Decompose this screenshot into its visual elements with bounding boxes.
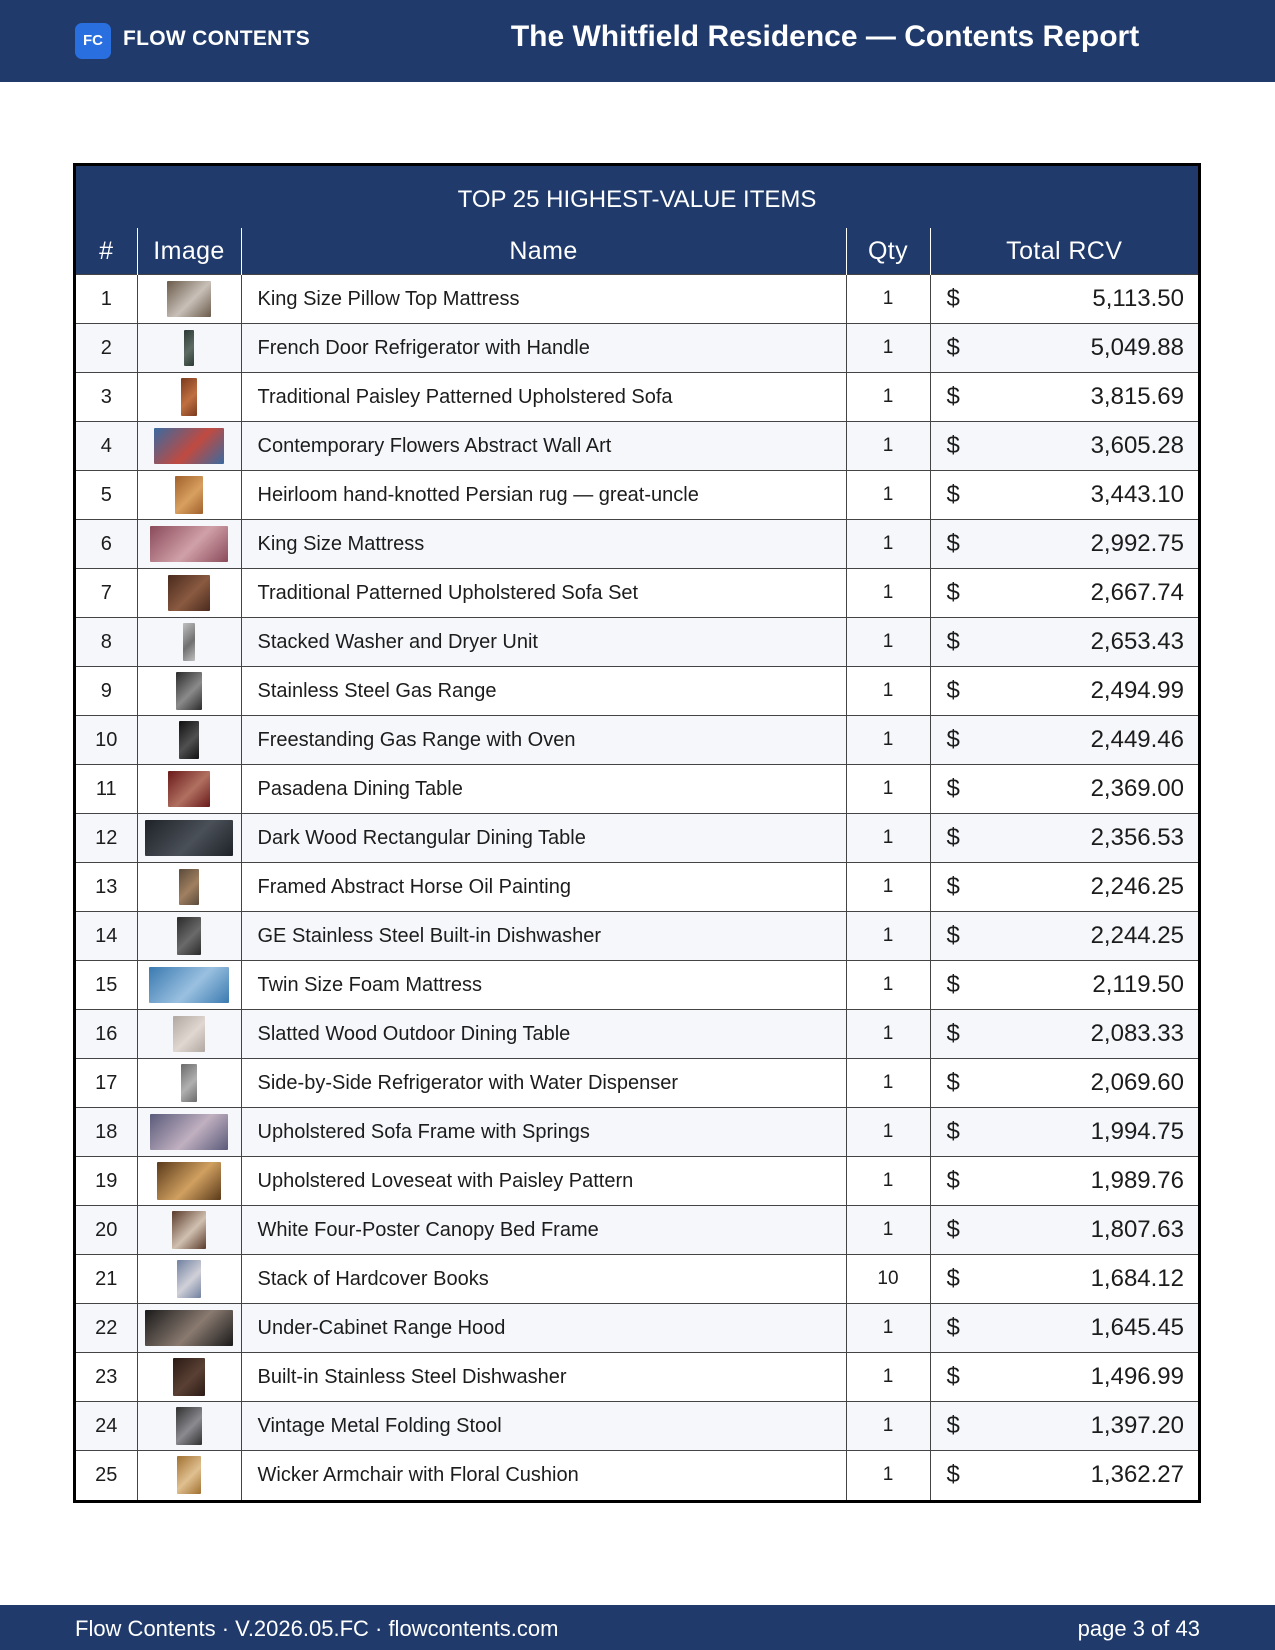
item-total-rcv-cell [930, 1255, 1198, 1304]
item-qty: 1 [846, 569, 930, 618]
item-thumbnail [150, 526, 228, 562]
currency-symbol: $ [946, 824, 960, 851]
item-qty: 1 [846, 1108, 930, 1157]
item-name: Framed Abstract Horse Oil Painting [241, 863, 846, 912]
row-number: 5 [76, 471, 137, 520]
item-thumbnail [179, 869, 199, 905]
footer-version-info: Flow Contents · V.2026.05.FC · flowcontents.com [75, 1616, 559, 1641]
item-image-cell [137, 422, 241, 471]
row-number: 19 [76, 1157, 137, 1206]
item-name: Pasadena Dining Table [241, 765, 846, 814]
column-header-name: Name [241, 228, 846, 275]
item-qty: 1 [846, 1059, 930, 1108]
item-thumbnail [179, 721, 199, 759]
item-thumbnail [167, 281, 211, 317]
currency-symbol: $ [946, 628, 960, 655]
item-qty: 10 [846, 1255, 930, 1304]
item-qty: 1 [846, 765, 930, 814]
table-row [76, 1402, 1198, 1451]
row-number: 15 [76, 961, 137, 1010]
row-number: 9 [76, 667, 137, 716]
item-name: Stainless Steel Gas Range [241, 667, 846, 716]
item-total-rcv-cell [930, 765, 1198, 814]
item-total-rcv: 2,083.33 [1090, 1020, 1184, 1047]
item-total-rcv: 5,113.50 [1092, 285, 1184, 312]
item-total-rcv: 3,443.10 [1090, 481, 1184, 508]
currency-symbol: $ [946, 1069, 960, 1096]
item-thumbnail [168, 575, 210, 611]
item-name: Dark Wood Rectangular Dining Table [241, 814, 846, 863]
item-name: Contemporary Flowers Abstract Wall Art [241, 422, 846, 471]
item-name: Wicker Armchair with Floral Cushion [241, 1451, 846, 1500]
item-qty: 1 [846, 1451, 930, 1500]
table-row [76, 961, 1198, 1010]
table-row [76, 1010, 1198, 1059]
item-name: Stacked Washer and Dryer Unit [241, 618, 846, 667]
table-row [76, 1255, 1198, 1304]
item-total-rcv-cell [930, 569, 1198, 618]
item-total-rcv: 1,684.12 [1090, 1265, 1184, 1292]
table-row [76, 275, 1198, 324]
item-total-rcv: 2,667.74 [1090, 579, 1184, 606]
item-thumbnail [168, 771, 210, 807]
row-number: 18 [76, 1108, 137, 1157]
item-thumbnail [149, 967, 229, 1003]
item-qty: 1 [846, 324, 930, 373]
item-total-rcv-cell [930, 422, 1198, 471]
table-row [76, 716, 1198, 765]
item-total-rcv-cell [930, 324, 1198, 373]
table-caption: TOP 25 HIGHEST-VALUE ITEMS [76, 166, 1198, 228]
column-header-qty: Qty [846, 228, 930, 275]
item-name: White Four-Poster Canopy Bed Frame [241, 1206, 846, 1255]
item-qty: 1 [846, 1304, 930, 1353]
item-name: Traditional Paisley Patterned Upholstered Sofa [241, 373, 846, 422]
item-qty: 1 [846, 1353, 930, 1402]
item-total-rcv: 2,369.00 [1090, 775, 1184, 802]
item-thumbnail [177, 1456, 201, 1494]
item-total-rcv-cell [930, 1108, 1198, 1157]
table-row [76, 373, 1198, 422]
item-total-rcv: 2,246.25 [1090, 873, 1184, 900]
item-thumbnail [175, 476, 203, 514]
item-total-rcv-cell [930, 1059, 1198, 1108]
item-total-rcv: 2,992.75 [1090, 530, 1184, 557]
item-image-cell [137, 814, 241, 863]
table-row [76, 618, 1198, 667]
item-total-rcv-cell [930, 1353, 1198, 1402]
table-row [76, 1353, 1198, 1402]
currency-symbol: $ [946, 1461, 960, 1489]
item-total-rcv-cell [930, 863, 1198, 912]
item-total-rcv-cell [930, 1304, 1198, 1353]
item-total-rcv-cell [930, 1010, 1198, 1059]
page-number: page 3 of 43 [1077, 1616, 1200, 1641]
currency-symbol: $ [946, 873, 960, 900]
row-number: 22 [76, 1304, 137, 1353]
item-total-rcv: 2,449.46 [1090, 726, 1184, 753]
item-total-rcv: 3,815.69 [1090, 383, 1184, 410]
item-qty: 1 [846, 275, 930, 324]
item-image-cell [137, 912, 241, 961]
item-total-rcv-cell [930, 275, 1198, 324]
item-thumbnail [181, 1064, 197, 1102]
item-name: Vintage Metal Folding Stool [241, 1402, 846, 1451]
row-number: 24 [76, 1402, 137, 1451]
item-total-rcv-cell [930, 1451, 1198, 1500]
item-total-rcv: 1,645.45 [1090, 1314, 1184, 1341]
item-image-cell [137, 1108, 241, 1157]
item-qty: 1 [846, 520, 930, 569]
row-number: 1 [76, 275, 137, 324]
currency-symbol: $ [946, 922, 960, 949]
item-total-rcv: 1,807.63 [1090, 1216, 1184, 1243]
table-caption-row [76, 166, 1198, 228]
currency-symbol: $ [946, 677, 960, 704]
item-name: Upholstered Sofa Frame with Springs [241, 1108, 846, 1157]
item-image-cell [137, 471, 241, 520]
table-row [76, 912, 1198, 961]
table-header-row [76, 228, 1198, 275]
item-total-rcv-cell [930, 667, 1198, 716]
currency-symbol: $ [946, 334, 960, 361]
item-thumbnail [183, 623, 195, 661]
item-total-rcv: 1,362.27 [1090, 1461, 1184, 1489]
table-row [76, 765, 1198, 814]
currency-symbol: $ [946, 285, 960, 312]
row-number: 11 [76, 765, 137, 814]
item-qty: 1 [846, 618, 930, 667]
item-image-cell [137, 716, 241, 765]
item-thumbnail [154, 428, 224, 464]
item-thumbnail [177, 1260, 201, 1298]
item-total-rcv-cell [930, 912, 1198, 961]
item-thumbnail [181, 378, 197, 416]
currency-symbol: $ [946, 1412, 960, 1439]
item-total-rcv: 2,653.43 [1090, 628, 1184, 655]
item-thumbnail [184, 330, 194, 366]
currency-symbol: $ [946, 1216, 960, 1243]
item-name: Heirloom hand-knotted Persian rug — great-uncle [241, 471, 846, 520]
report-title: The Whitfield Residence — Contents Report [510, 20, 1140, 53]
item-total-rcv-cell [930, 618, 1198, 667]
report-header [0, 0, 1275, 82]
item-qty: 1 [846, 1010, 930, 1059]
item-image-cell [137, 765, 241, 814]
item-total-rcv-cell [930, 814, 1198, 863]
row-number: 16 [76, 1010, 137, 1059]
table-row [76, 569, 1198, 618]
table-row [76, 1108, 1198, 1157]
table-row [76, 1304, 1198, 1353]
column-header-number: # [76, 228, 137, 275]
row-number: 25 [76, 1451, 137, 1500]
currency-symbol: $ [946, 530, 960, 557]
item-image-cell [137, 520, 241, 569]
currency-symbol: $ [946, 1265, 960, 1292]
item-name: Freestanding Gas Range with Oven [241, 716, 846, 765]
currency-symbol: $ [946, 775, 960, 802]
column-header-total-rcv: Total RCV [930, 228, 1198, 275]
currency-symbol: $ [946, 726, 960, 753]
currency-symbol: $ [946, 1167, 960, 1194]
item-image-cell [137, 1059, 241, 1108]
item-total-rcv-cell [930, 716, 1198, 765]
item-image-cell [137, 1353, 241, 1402]
item-thumbnail [150, 1114, 228, 1150]
item-total-rcv-cell [930, 1402, 1198, 1451]
item-qty: 1 [846, 1157, 930, 1206]
currency-symbol: $ [946, 1363, 960, 1390]
currency-symbol: $ [946, 1020, 960, 1047]
item-image-cell [137, 275, 241, 324]
item-total-rcv-cell [930, 961, 1198, 1010]
item-image-cell [137, 863, 241, 912]
item-qty: 1 [846, 471, 930, 520]
table-row [76, 471, 1198, 520]
item-total-rcv: 3,605.28 [1090, 432, 1184, 459]
item-name: Under-Cabinet Range Hood [241, 1304, 846, 1353]
item-total-rcv-cell [930, 1206, 1198, 1255]
row-number: 8 [76, 618, 137, 667]
item-name: Side-by-Side Refrigerator with Water Dispenser [241, 1059, 846, 1108]
item-thumbnail [173, 1016, 205, 1052]
row-number: 6 [76, 520, 137, 569]
item-total-rcv: 1,496.99 [1090, 1363, 1184, 1390]
currency-symbol: $ [946, 1118, 960, 1145]
item-name: Stack of Hardcover Books [241, 1255, 846, 1304]
row-number: 4 [76, 422, 137, 471]
item-image-cell [137, 1206, 241, 1255]
row-number: 12 [76, 814, 137, 863]
row-number: 13 [76, 863, 137, 912]
row-number: 23 [76, 1353, 137, 1402]
item-total-rcv: 2,119.50 [1092, 971, 1184, 998]
currency-symbol: $ [946, 481, 960, 508]
item-qty: 1 [846, 961, 930, 1010]
item-total-rcv: 1,397.20 [1090, 1412, 1184, 1439]
item-image-cell [137, 618, 241, 667]
table-row [76, 863, 1198, 912]
row-number: 14 [76, 912, 137, 961]
item-thumbnail [157, 1162, 221, 1200]
currency-symbol: $ [946, 383, 960, 410]
flow-contents-logo: FC [75, 23, 111, 59]
table-row [76, 324, 1198, 373]
item-image-cell [137, 324, 241, 373]
row-number: 2 [76, 324, 137, 373]
item-thumbnail [176, 1407, 202, 1445]
item-total-rcv: 1,989.76 [1090, 1167, 1184, 1194]
currency-symbol: $ [946, 579, 960, 606]
item-total-rcv-cell [930, 520, 1198, 569]
item-name: Built-in Stainless Steel Dishwasher [241, 1353, 846, 1402]
item-image-cell [137, 1157, 241, 1206]
item-qty: 1 [846, 1402, 930, 1451]
item-thumbnail [145, 1310, 233, 1346]
row-number: 20 [76, 1206, 137, 1255]
item-image-cell [137, 1402, 241, 1451]
item-name: King Size Mattress [241, 520, 846, 569]
table-row [76, 814, 1198, 863]
currency-symbol: $ [946, 971, 960, 998]
item-name: French Door Refrigerator with Handle [241, 324, 846, 373]
currency-symbol: $ [946, 432, 960, 459]
item-qty: 1 [846, 1206, 930, 1255]
item-qty: 1 [846, 373, 930, 422]
row-number: 10 [76, 716, 137, 765]
row-number: 3 [76, 373, 137, 422]
item-total-rcv-cell [930, 1157, 1198, 1206]
table-row [76, 667, 1198, 716]
item-thumbnail [145, 820, 233, 856]
row-number: 17 [76, 1059, 137, 1108]
item-total-rcv: 2,244.25 [1090, 922, 1184, 949]
item-name: Traditional Patterned Upholstered Sofa Set [241, 569, 846, 618]
item-image-cell [137, 569, 241, 618]
item-qty: 1 [846, 422, 930, 471]
item-qty: 1 [846, 912, 930, 961]
item-name: Slatted Wood Outdoor Dining Table [241, 1010, 846, 1059]
item-thumbnail [173, 1358, 205, 1396]
brand-name: FLOW CONTENTS [123, 27, 311, 50]
item-total-rcv: 2,069.60 [1090, 1069, 1184, 1096]
top-items-table-container [73, 163, 1201, 1503]
item-qty: 1 [846, 716, 930, 765]
table-row [76, 1451, 1198, 1500]
item-thumbnail [172, 1211, 206, 1249]
item-qty: 1 [846, 863, 930, 912]
column-header-image: Image [137, 228, 241, 275]
item-total-rcv: 1,994.75 [1090, 1118, 1184, 1145]
item-total-rcv-cell [930, 373, 1198, 422]
table-row [76, 1157, 1198, 1206]
item-thumbnail [176, 672, 202, 710]
item-name: King Size Pillow Top Mattress [241, 275, 846, 324]
item-image-cell [137, 373, 241, 422]
item-image-cell [137, 1010, 241, 1059]
currency-symbol: $ [946, 1314, 960, 1341]
item-name: Upholstered Loveseat with Paisley Pattern [241, 1157, 846, 1206]
table-row [76, 520, 1198, 569]
table-row [76, 1059, 1198, 1108]
item-image-cell [137, 1304, 241, 1353]
item-qty: 1 [846, 814, 930, 863]
item-total-rcv: 2,356.53 [1090, 824, 1184, 851]
item-name: Twin Size Foam Mattress [241, 961, 846, 1010]
item-image-cell [137, 667, 241, 716]
item-name: GE Stainless Steel Built-in Dishwasher [241, 912, 846, 961]
report-footer [0, 1605, 1275, 1650]
item-thumbnail [177, 917, 201, 955]
item-total-rcv-cell [930, 471, 1198, 520]
item-total-rcv: 2,494.99 [1090, 677, 1184, 704]
item-image-cell [137, 961, 241, 1010]
item-image-cell [137, 1451, 241, 1500]
table-row [76, 422, 1198, 471]
row-number: 7 [76, 569, 137, 618]
table-row [76, 1206, 1198, 1255]
item-qty: 1 [846, 667, 930, 716]
row-number: 21 [76, 1255, 137, 1304]
item-total-rcv: 5,049.88 [1090, 334, 1184, 361]
item-image-cell [137, 1255, 241, 1304]
table-body [76, 275, 1198, 1500]
top-items-table [76, 166, 1198, 1500]
